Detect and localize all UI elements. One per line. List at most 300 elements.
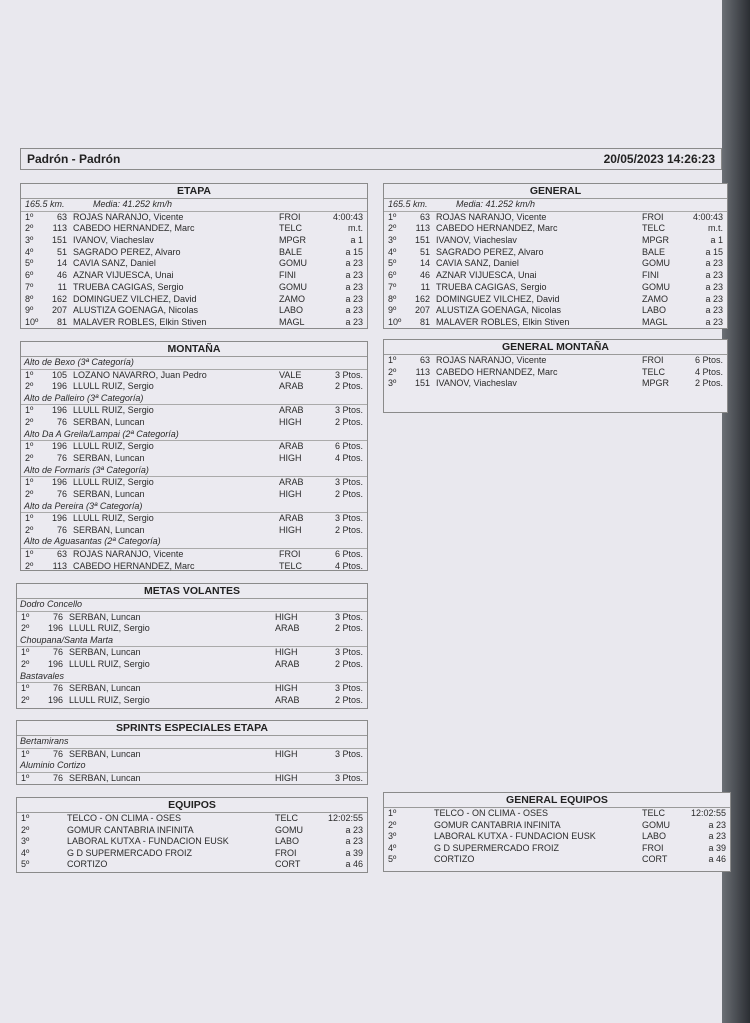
- climb-name: Alto da Pereira (3ª Categoría): [21, 501, 367, 514]
- position: 1º: [21, 813, 30, 823]
- result: a 46: [345, 859, 363, 869]
- dorsal: 196: [51, 405, 67, 416]
- result: 4:00:43: [332, 211, 363, 222]
- team-code: LABO: [642, 831, 667, 841]
- dorsal: 76: [56, 488, 67, 499]
- position: 1º: [21, 611, 30, 622]
- position: 2º: [21, 694, 30, 705]
- team-code: MPGR: [642, 378, 669, 389]
- general-subheader: [384, 199, 727, 212]
- team-code: GOMU: [279, 281, 307, 292]
- dorsal: 51: [419, 246, 430, 257]
- team-code: GOMU: [275, 824, 303, 835]
- team-code: HIGH: [279, 488, 302, 499]
- position: 9º: [25, 305, 34, 316]
- dorsal: 196: [51, 381, 67, 392]
- rider-row: [21, 405, 367, 417]
- result: 12:02:55: [327, 813, 363, 823]
- sprints-groups: [17, 736, 367, 784]
- result: 6 Ptos.: [694, 355, 723, 365]
- position: 2º: [25, 560, 34, 571]
- sprints-table: [16, 720, 368, 785]
- rider-name: ALUSTIZA GOENAGA, Nicolas: [436, 305, 562, 316]
- rider-row: [21, 453, 367, 465]
- rider-name: SERBAN, Luncan: [69, 683, 141, 694]
- position: 6º: [25, 270, 34, 281]
- rider-name: LLULL RUIZ, Sergio: [73, 513, 154, 523]
- rider-name: AZNAR VIJUESCA, Unai: [73, 270, 174, 281]
- rider-name: LLULL RUIZ, Sergio: [69, 694, 150, 705]
- climb-name: Choupana/Santa Marta: [17, 635, 367, 648]
- result: 3 Ptos.: [334, 513, 363, 523]
- position: 3º: [25, 235, 34, 246]
- rider-row: [21, 417, 367, 429]
- general-equipos-title: GENERAL EQUIPOS: [384, 793, 730, 808]
- position: 1º: [25, 513, 34, 523]
- dorsal: 46: [419, 270, 430, 281]
- dorsal: 207: [51, 305, 67, 316]
- climb-name: Bertamirans: [17, 736, 367, 749]
- result: a 23: [705, 316, 723, 327]
- metas-volantes-groups: [17, 599, 367, 707]
- rider-name: LLULL RUIZ, Sergio: [73, 477, 154, 488]
- result: a 23: [345, 305, 363, 316]
- team-code: ZAMO: [279, 293, 305, 304]
- team-code: MPGR: [642, 235, 669, 246]
- position: 10º: [25, 316, 39, 327]
- team-code: ARAB: [275, 623, 300, 634]
- rider-row: [21, 317, 367, 329]
- position: 1º: [25, 548, 34, 559]
- team-code: VALE: [279, 369, 302, 380]
- result: 2 Ptos.: [334, 659, 363, 670]
- dorsal: 76: [56, 417, 67, 428]
- team-code: ARAB: [279, 477, 304, 488]
- rider-row: [21, 212, 367, 224]
- team-code: ARAB: [275, 694, 300, 705]
- team-code: HIGH: [279, 417, 302, 428]
- rider-name: SERBAN, Luncan: [73, 524, 145, 535]
- team-code: FROI: [642, 842, 664, 853]
- etapa-average: Media: 41.252 km/h: [93, 199, 173, 209]
- general-montana-title: GENERAL MONTAÑA: [384, 340, 727, 355]
- dorsal: 76: [56, 524, 67, 535]
- rider-name: CAVIA SANZ, Daniel: [73, 258, 156, 269]
- result: a 23: [345, 258, 363, 269]
- result: a 23: [345, 281, 363, 292]
- team-name: G D SUPERMERCADO FROIZ: [434, 842, 560, 853]
- rider-name: SERBAN, Luncan: [69, 748, 141, 759]
- team-code: HIGH: [279, 452, 302, 463]
- position: 3º: [388, 235, 397, 246]
- dorsal: 76: [52, 748, 63, 759]
- position: 2º: [388, 223, 397, 234]
- team-code: FROI: [279, 548, 301, 559]
- rider-row: [384, 223, 727, 235]
- general-equipos-rows: [384, 808, 730, 866]
- dorsal: 63: [56, 548, 67, 559]
- position: 1º: [25, 405, 34, 416]
- rider-name: CABEDO HERNANDEZ, Marc: [436, 366, 558, 377]
- dorsal: 76: [56, 452, 67, 463]
- position: 1º: [388, 211, 397, 222]
- rider-row: [21, 525, 367, 537]
- position: 1º: [21, 647, 30, 658]
- result: a 23: [705, 270, 723, 281]
- rider-name: ROJAS NARANJO, Vicente: [73, 211, 184, 222]
- climb-name: Alto de Formaris (3ª Categoría): [21, 465, 367, 478]
- position: 5º: [25, 258, 34, 269]
- rider-row: [21, 381, 367, 393]
- position: 1º: [388, 355, 397, 365]
- team-code: HIGH: [275, 611, 298, 622]
- etapa-title: ETAPA: [21, 184, 367, 199]
- result: 3 Ptos.: [334, 772, 363, 783]
- position: 3º: [388, 378, 397, 389]
- general-average: Media: 41.252 km/h: [456, 199, 536, 209]
- rider-row: [17, 695, 367, 707]
- rider-row: [21, 513, 367, 525]
- rider-name: SERBAN, Luncan: [73, 417, 145, 428]
- team-code: FROI: [279, 211, 301, 222]
- team-name: GOMUR CANTABRIA INFINITA: [434, 819, 561, 830]
- position: 7º: [388, 281, 397, 292]
- dorsal: 76: [52, 611, 63, 622]
- position: 1º: [388, 808, 397, 818]
- rider-name: SERBAN, Luncan: [69, 611, 141, 622]
- report-datetime: 20/05/2023 14:26:23: [603, 152, 715, 166]
- position: 2º: [25, 488, 34, 499]
- dorsal: 151: [414, 235, 430, 246]
- rider-row: [21, 489, 367, 501]
- rider-row: [21, 235, 367, 247]
- team-code: ARAB: [279, 441, 304, 452]
- result: 2 Ptos.: [334, 381, 363, 392]
- team-code: FINI: [642, 270, 659, 281]
- rider-row: [384, 282, 727, 294]
- team-code: GOMU: [642, 258, 670, 269]
- rider-name: ROJAS NARANJO, Vicente: [73, 548, 184, 559]
- position: 2º: [25, 417, 34, 428]
- team-code: HIGH: [275, 772, 298, 783]
- team-name: TELCO - ON CLIMA - OSES: [67, 813, 182, 823]
- dorsal: 113: [415, 223, 430, 234]
- result: a 46: [708, 854, 726, 864]
- rider-name: SERBAN, Luncan: [69, 647, 141, 658]
- rider-row: [21, 270, 367, 282]
- dorsal: 105: [51, 369, 67, 380]
- rider-row: [384, 355, 727, 367]
- team-code: HIGH: [279, 524, 302, 535]
- result: a 23: [345, 836, 363, 846]
- rider-row: [21, 561, 367, 573]
- sprints-title: SPRINTS ESPECIALES ETAPA: [17, 721, 367, 736]
- team-name: CORTIZO: [434, 854, 475, 864]
- team-code: BALE: [279, 246, 303, 257]
- montana-table: [20, 341, 368, 571]
- rider-row: [21, 305, 367, 317]
- team-code: BALE: [642, 246, 666, 257]
- page-header: [20, 148, 722, 170]
- team-name: G D SUPERMERCADO FROIZ: [67, 847, 193, 858]
- result: 4 Ptos.: [694, 366, 723, 377]
- team-code: LABO: [275, 836, 300, 846]
- rider-row: [21, 258, 367, 270]
- dorsal: 207: [414, 305, 430, 316]
- dorsal: 63: [419, 355, 430, 365]
- position: 2º: [388, 819, 397, 830]
- rider-name: MALAVER ROBLES, Elkin Stiven: [73, 316, 207, 327]
- rider-name: LLULL RUIZ, Sergio: [73, 441, 154, 452]
- general-equipos-table: [383, 792, 731, 872]
- result: 4:00:43: [692, 211, 723, 222]
- montana-title: MONTAÑA: [21, 342, 367, 357]
- team-code: ZAMO: [642, 293, 668, 304]
- climb-name: Alto de Bexo (3ª Categoría): [21, 357, 367, 370]
- dorsal: 14: [419, 258, 430, 269]
- result: 6 Ptos.: [334, 441, 363, 452]
- dorsal: 196: [47, 659, 63, 670]
- result: 3 Ptos.: [334, 477, 363, 488]
- result: a 15: [705, 246, 723, 257]
- climb-name: Bastavales: [17, 671, 367, 684]
- team-name: GOMUR CANTABRIA INFINITA: [67, 824, 194, 835]
- result: 2 Ptos.: [334, 623, 363, 634]
- result: a 23: [345, 293, 363, 304]
- position: 4º: [25, 246, 34, 257]
- rider-name: SAGRADO PEREZ, Alvaro: [73, 246, 181, 257]
- rider-name: LLULL RUIZ, Sergio: [73, 381, 154, 392]
- team-code: TELC: [275, 813, 299, 823]
- dorsal: 113: [52, 560, 67, 571]
- etapa-rows: [21, 212, 367, 329]
- rider-name: AZNAR VIJUESCA, Unai: [436, 270, 537, 281]
- dorsal: 113: [52, 223, 67, 234]
- result: 3 Ptos.: [334, 611, 363, 622]
- rider-row: [21, 247, 367, 259]
- rider-name: CABEDO HERNANDEZ, Marc: [436, 223, 558, 234]
- position: 8º: [388, 293, 397, 304]
- metas-volantes-table: [16, 583, 368, 709]
- position: 7º: [25, 281, 34, 292]
- rider-row: [384, 235, 727, 247]
- rider-row: [384, 305, 727, 317]
- position: 9º: [388, 305, 397, 316]
- position: 2º: [21, 824, 30, 835]
- dorsal: 81: [56, 316, 67, 327]
- rider-row: [384, 317, 727, 329]
- rider-name: CAVIA SANZ, Daniel: [436, 258, 519, 269]
- team-code: HIGH: [275, 683, 298, 694]
- position: 2º: [25, 223, 34, 234]
- rider-row: [21, 441, 367, 453]
- result: a 23: [705, 258, 723, 269]
- rider-name: LLULL RUIZ, Sergio: [73, 405, 154, 416]
- dorsal: 63: [419, 211, 430, 222]
- result: 6 Ptos.: [334, 548, 363, 559]
- position: 5º: [388, 258, 397, 269]
- rider-row: [384, 247, 727, 259]
- result: a 1: [710, 235, 723, 246]
- rider-row: [384, 270, 727, 282]
- team-code: ARAB: [279, 405, 304, 416]
- rider-row: [17, 749, 367, 761]
- rider-name: ALUSTIZA GOENAGA, Nicolas: [73, 305, 199, 316]
- general-montana-table: [383, 339, 728, 413]
- rider-name: SAGRADO PEREZ, Alvaro: [436, 246, 544, 257]
- etapa-distance: 165.5 km.: [25, 199, 65, 209]
- team-row: [17, 836, 367, 848]
- result: 2 Ptos.: [334, 417, 363, 428]
- rider-row: [384, 212, 727, 224]
- etapa-table: [20, 183, 368, 329]
- dorsal: 81: [419, 316, 430, 327]
- dorsal: 76: [52, 772, 63, 783]
- rider-name: CABEDO HERNANDEZ, Marc: [73, 223, 195, 234]
- rider-name: ROJAS NARANJO, Vicente: [436, 211, 547, 222]
- result: 2 Ptos.: [334, 694, 363, 705]
- climb-name: Aluminio Cortizo: [17, 760, 367, 773]
- position: 1º: [21, 772, 30, 783]
- position: 1º: [21, 748, 30, 759]
- dorsal: 51: [56, 246, 67, 257]
- rider-name: IVANOV, Viacheslav: [73, 235, 154, 246]
- result: 3 Ptos.: [334, 405, 363, 416]
- result: 4 Ptos.: [334, 452, 363, 463]
- team-row: [384, 831, 730, 843]
- equipos-rows: [17, 813, 367, 871]
- position: 2º: [388, 366, 397, 377]
- team-code: ARAB: [275, 659, 300, 670]
- rider-row: [21, 370, 367, 382]
- rider-row: [21, 477, 367, 489]
- metas-volantes-title: METAS VOLANTES: [17, 584, 367, 599]
- dorsal: 11: [57, 281, 67, 292]
- team-row: [384, 820, 730, 832]
- rider-name: SERBAN, Luncan: [73, 488, 145, 499]
- dorsal: 11: [420, 281, 430, 292]
- team-code: ARAB: [279, 513, 304, 523]
- result: 2 Ptos.: [694, 378, 723, 389]
- team-row: [17, 859, 367, 871]
- rider-row: [21, 223, 367, 235]
- position: 8º: [25, 293, 34, 304]
- equipos-table: [16, 797, 368, 873]
- result: a 23: [345, 270, 363, 281]
- result: 3 Ptos.: [334, 369, 363, 380]
- result: a 39: [345, 847, 363, 858]
- dorsal: 76: [52, 647, 63, 658]
- team-code: CORT: [642, 854, 668, 864]
- result: 2 Ptos.: [334, 524, 363, 535]
- rider-name: DOMINGUEZ VILCHEZ, David: [436, 293, 560, 304]
- result: a 23: [705, 281, 723, 292]
- result: a 23: [708, 819, 726, 830]
- position: 3º: [388, 831, 397, 841]
- rider-row: [17, 659, 367, 671]
- team-name: LABORAL KUTXA - FUNDACION EUSK: [67, 836, 229, 846]
- position: 6º: [388, 270, 397, 281]
- position: 2º: [25, 524, 34, 535]
- climb-name: Alto Da A Greila/Lampai (2ª Categoría): [21, 429, 367, 442]
- team-code: FROI: [275, 847, 297, 858]
- rider-row: [384, 294, 727, 306]
- dorsal: 162: [414, 293, 430, 304]
- result: a 23: [345, 824, 363, 835]
- team-row: [17, 825, 367, 837]
- team-code: GOMU: [279, 258, 307, 269]
- position: 1º: [25, 441, 34, 452]
- team-row: [384, 808, 730, 820]
- position: 1º: [25, 369, 34, 380]
- position: 2º: [25, 452, 34, 463]
- rider-name: ROJAS NARANJO, Vicente: [436, 355, 547, 365]
- rider-row: [17, 773, 367, 785]
- rider-name: MALAVER ROBLES, Elkin Stiven: [436, 316, 570, 327]
- dorsal: 14: [56, 258, 67, 269]
- rider-row: [17, 647, 367, 659]
- dorsal: 196: [51, 513, 67, 523]
- position: 2º: [21, 623, 30, 634]
- team-code: GOMU: [642, 281, 670, 292]
- position: 10º: [388, 316, 402, 327]
- position: 2º: [25, 381, 34, 392]
- rider-row: [17, 683, 367, 695]
- rider-name: LLULL RUIZ, Sergio: [69, 623, 150, 634]
- general-table: [383, 183, 728, 329]
- general-distance: 165.5 km.: [388, 199, 428, 209]
- etapa-subheader: [21, 199, 367, 212]
- climb-name: Dodro Concello: [17, 599, 367, 612]
- position: 4º: [388, 246, 397, 257]
- team-code: TELC: [279, 223, 303, 234]
- team-code: TELC: [642, 808, 666, 818]
- dorsal: 196: [47, 694, 63, 705]
- rider-name: SERBAN, Luncan: [73, 452, 145, 463]
- position: 3º: [21, 836, 30, 846]
- team-code: TELC: [642, 223, 666, 234]
- rider-name: SERBAN, Luncan: [69, 772, 141, 783]
- rider-name: IVANOV, Viacheslav: [436, 378, 517, 389]
- result: a 1: [350, 235, 363, 246]
- dorsal: 46: [56, 270, 67, 281]
- dorsal: 151: [414, 378, 430, 389]
- route-title: Padrón - Padrón: [27, 152, 121, 166]
- rider-row: [21, 294, 367, 306]
- rider-row: [21, 549, 367, 561]
- dorsal: 196: [51, 477, 67, 488]
- rider-row: [384, 258, 727, 270]
- position: 1º: [21, 683, 30, 694]
- result: a 23: [705, 305, 723, 316]
- result: a 23: [708, 831, 726, 841]
- result: a 23: [705, 293, 723, 304]
- team-code: LABO: [279, 305, 304, 316]
- climb-name: Alto de Aguasantas (2ª Categoría): [21, 536, 367, 549]
- team-code: FROI: [642, 211, 664, 222]
- team-code: MAGL: [279, 316, 305, 327]
- rider-name: TRUEBA CAGIGAS, Sergio: [73, 281, 184, 292]
- rider-row: [17, 623, 367, 635]
- team-name: TELCO - ON CLIMA - OSES: [434, 808, 549, 818]
- rider-name: LLULL RUIZ, Sergio: [69, 659, 150, 670]
- rider-row: [384, 367, 727, 379]
- team-row: [17, 813, 367, 825]
- rider-name: CABEDO HERNANDEZ, Marc: [73, 560, 195, 571]
- dorsal: 151: [51, 235, 67, 246]
- general-rows: [384, 212, 727, 329]
- result: m.t.: [708, 223, 723, 234]
